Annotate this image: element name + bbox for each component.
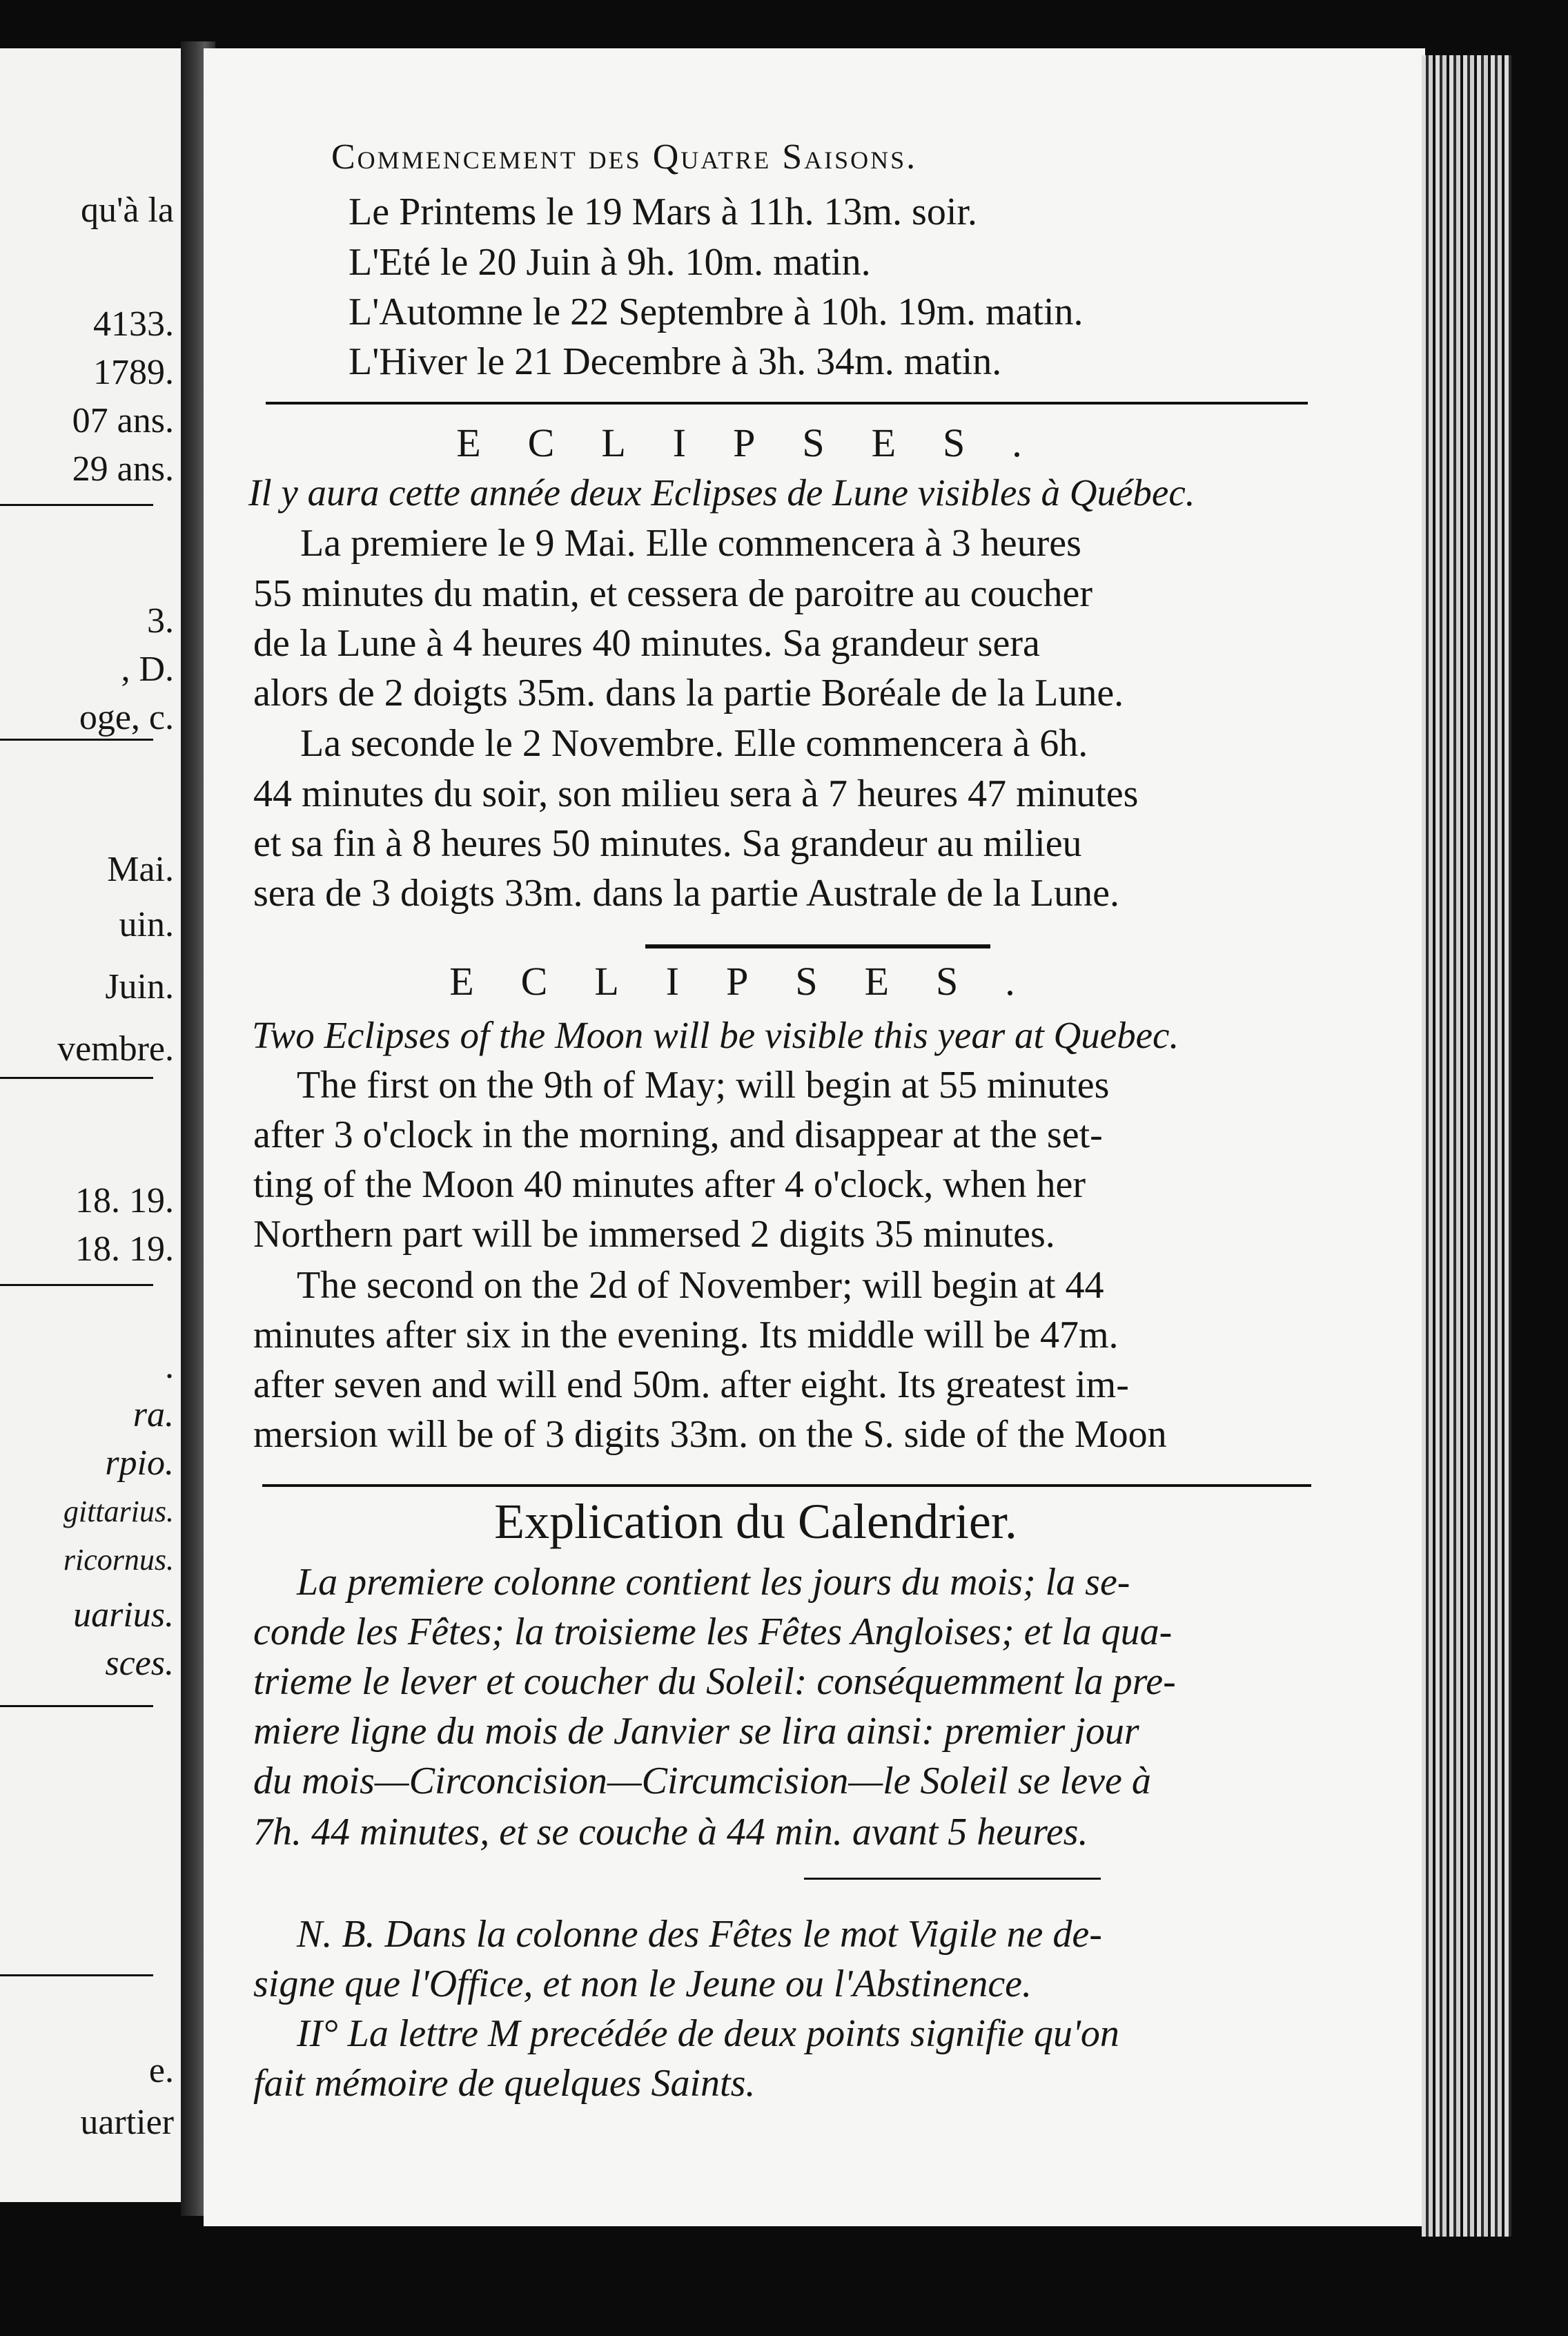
left-page-rule xyxy=(0,1284,153,1286)
left-page-line: ricornus. xyxy=(63,1543,174,1577)
left-page-line: oge, c. xyxy=(79,698,174,737)
short-rule xyxy=(804,1878,1101,1880)
left-page-line: vembre. xyxy=(57,1029,174,1069)
eclipses-intro-en: Two Eclipses of the Moon will be visible this year at Quebec. xyxy=(252,1014,1179,1056)
left-page-line: 18. 19. xyxy=(75,1181,174,1220)
left-page-line: uin. xyxy=(119,905,174,944)
explication-line: miere ligne du mois de Janvier se lira ainsi: premier jour xyxy=(253,1710,1139,1753)
section-rule xyxy=(266,402,1308,405)
left-page-line: uartier xyxy=(80,2103,174,2142)
note-line: fait mémoire de quelques Saints. xyxy=(253,2062,756,2105)
season-line: L'Hiver le 21 Decembre à 3h. 34m. matin. xyxy=(349,340,1002,383)
left-page-rule xyxy=(0,1077,153,1079)
left-page-line: 29 ans. xyxy=(72,449,174,489)
left-facing-page xyxy=(0,48,181,2202)
left-page-line: 1789. xyxy=(93,353,174,392)
eclipse-line-fr: sera de 3 doigts 33m. dans la partie Australe de la Lune. xyxy=(253,872,1119,915)
ornament-rule xyxy=(645,944,990,948)
left-page-line: gittarius. xyxy=(63,1495,174,1528)
eclipse-line-en: The first on the 9th of May; will begin at 55 minutes xyxy=(297,1064,1110,1107)
eclipse-line-en: minutes after six in the evening. Its middle will be 47m. xyxy=(253,1314,1119,1356)
left-page-line: ra. xyxy=(133,1395,174,1434)
left-page-rule xyxy=(0,739,153,741)
seasons-title: Commencement des Quatre Saisons. xyxy=(331,137,918,177)
eclipse-line-fr: de la Lune à 4 heures 40 minutes. Sa grandeur sera xyxy=(253,622,1040,665)
eclipse-line-fr: 55 minutes du matin, et cessera de paroitre au coucher xyxy=(253,572,1092,615)
explication-line: 7h. 44 minutes, et se couche à 44 min. avant 5 heures. xyxy=(253,1811,1088,1853)
eclipse-line-en: mersion will be of 3 digits 33m. on the S. side of the Moon xyxy=(253,1413,1167,1456)
note-line: II° La lettre M precédée de deux points signifie qu'on xyxy=(297,2012,1119,2055)
eclipse-line-en: after seven and will end 50m. after eight. Its greatest im- xyxy=(253,1363,1129,1406)
eclipse-line-fr: alors de 2 doigts 35m. dans la partie Boréale de la Lune. xyxy=(253,672,1124,714)
explication-line: du mois—Circoncision—Circumcision—le Soleil se leve à xyxy=(253,1760,1151,1802)
left-page-line: sces. xyxy=(105,1644,174,1683)
left-page-line: 07 ans. xyxy=(72,401,174,440)
eclipse-line-fr: La seconde le 2 Novembre. Elle commencera à 6h. xyxy=(300,722,1088,765)
explication-line: conde les Fêtes; la troisieme les Fêtes Angloises; et la qua- xyxy=(253,1610,1173,1653)
season-line: L'Automne le 22 Septembre à 10h. 19m. matin. xyxy=(349,291,1084,333)
explication-title: Explication du Calendrier. xyxy=(494,1494,1017,1549)
season-line: L'Eté le 20 Juin à 9h. 10m. matin. xyxy=(349,241,871,284)
left-page-line: rpio. xyxy=(105,1443,174,1483)
eclipse-line-en: ting of the Moon 40 minutes after 4 o'clock, when her xyxy=(253,1163,1086,1206)
eclipse-line-en: The second on the 2d of November; will begin at 44 xyxy=(297,1264,1104,1307)
explication-line: La premiere colonne contient les jours du mois; la se- xyxy=(297,1561,1130,1604)
left-page-line: qu'à la xyxy=(81,191,174,230)
eclipse-line-en: Northern part will be immersed 2 digits 35 minutes. xyxy=(253,1213,1055,1256)
note-line: N. B. Dans la colonne des Fêtes le mot Vigile ne de- xyxy=(297,1913,1102,1956)
eclipse-line-fr: et sa fin à 8 heures 50 minutes. Sa grandeur au milieu xyxy=(253,822,1082,865)
left-page-line: , D. xyxy=(121,650,174,689)
season-line: Le Printems le 19 Mars à 11h. 13m. soir. xyxy=(349,191,977,233)
left-page-line: 4133. xyxy=(93,304,174,344)
note-line: signe que l'Office, et non le Jeune ou l'Abstinence. xyxy=(253,1963,1032,2005)
left-page-line: 3. xyxy=(147,601,174,641)
left-page-rule xyxy=(0,1705,153,1707)
left-page-line: uarius. xyxy=(73,1595,174,1635)
calendar-page xyxy=(204,48,1425,2226)
left-page-line: Juin. xyxy=(105,967,174,1006)
left-page-line: . xyxy=(165,1347,174,1386)
eclipse-line-fr: 44 minutes du soir, son milieu sera à 7 heures 47 minutes xyxy=(253,772,1139,815)
eclipses-heading-fr: ECLIPSES. xyxy=(456,420,1069,465)
eclipse-line-en: after 3 o'clock in the morning, and disappear at the set- xyxy=(253,1113,1103,1156)
page-edges xyxy=(1422,55,1511,2237)
explication-line: trieme le lever et coucher du Soleil: conséquemment la pre- xyxy=(253,1660,1176,1703)
left-page-line: 18. 19. xyxy=(75,1229,174,1269)
left-page-rule xyxy=(0,504,153,506)
left-page-line: Mai. xyxy=(107,850,174,889)
left-page-rule xyxy=(0,1974,153,1976)
eclipse-line-fr: La premiere le 9 Mai. Elle commencera à 3 heures xyxy=(300,522,1081,565)
section-rule xyxy=(262,1484,1311,1487)
eclipses-heading-en: ECLIPSES. xyxy=(449,959,1062,1004)
left-page-line: e. xyxy=(148,2051,174,2090)
eclipses-intro-fr: Il y aura cette année deux Eclipses de Lune visibles à Québec. xyxy=(248,471,1195,514)
